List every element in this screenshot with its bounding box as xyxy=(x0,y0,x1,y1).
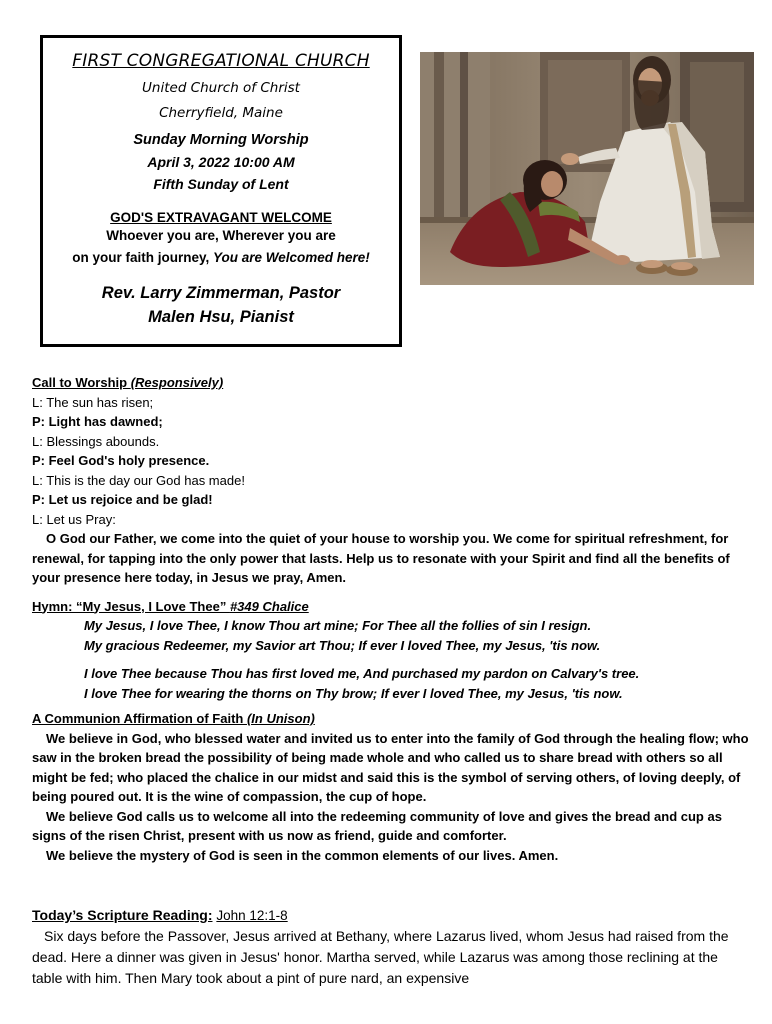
liturgy-line-leader: L: The sun has risen; xyxy=(32,394,154,410)
call-to-worship-title: Call to Worship xyxy=(32,375,131,390)
hymn-heading xyxy=(32,597,757,617)
service-body xyxy=(32,373,757,865)
affirmation-paragraph: We believe in God, who blessed water and invited us to enter into the family of God through the healing flow; who saw in the broken bread the possibility of being made whole and who called us to share bread with others so all might be fed; who placed the chalice in our midst and said this is the symbol of serving others, of loving deeply, of being poured out. It is the wine of compassion, the cup of hope. xyxy=(32,730,749,804)
affirmation-paragraph: We believe the mystery of God is seen in the common elements of our lives. Amen. xyxy=(46,847,559,863)
worship-photo xyxy=(420,52,754,285)
welcome-line-1: Whoever you are, Wherever you are xyxy=(106,228,336,243)
liturgy-line-people: P: Let us rejoice and be glad! xyxy=(32,492,213,507)
hymn-reference: #349 Chalice xyxy=(229,598,309,614)
scripture-heading xyxy=(32,905,747,926)
denomination: United Church of Christ xyxy=(142,80,300,96)
scripture-text: Six days before the Passover, Jesus arrived at Bethany, where Lazarus lived, whom Jesus had raised from the dead. Here a dinner was given in Jesus' honor. Martha served, while Lazarus was among those reclining at the table with him. Then Mary took about a pint of pure nard, an expensive xyxy=(32,928,729,986)
service-name: Sunday Morning Worship xyxy=(133,132,309,148)
welcome-line-2 xyxy=(43,247,399,269)
call-to-worship-heading xyxy=(32,373,757,393)
liturgy-line-leader: L: Let us Pray: xyxy=(32,511,116,527)
hymn-verse-line: I love Thee because Thou has first loved me, And purchased my pardon on Calvary's tree. xyxy=(84,666,640,681)
pastor-name: Rev. Larry Zimmerman, Pastor xyxy=(101,284,341,302)
call-to-worship-note: (Responsively) xyxy=(130,375,224,390)
welcome-heading: GOD'S EXTRAVAGANT WELCOME xyxy=(110,210,332,225)
affirmation-title: A Communion Affirmation of Faith xyxy=(32,711,247,726)
scripture-section xyxy=(32,905,747,989)
church-header-box xyxy=(40,35,402,347)
scripture-reference: John 12:1-8 xyxy=(216,908,288,923)
welcome-line-2-emphasis: You are Welcomed here! xyxy=(212,250,370,265)
liturgical-day: Fifth Sunday of Lent xyxy=(153,176,289,192)
scripture-label: Today’s Scripture Reading: xyxy=(32,907,213,923)
hymn-verse-line: My Jesus, I love Thee, I know Thou art mine; For Thee all the follies of sin I resign. xyxy=(84,618,592,633)
welcome-line-2-prefix: on your faith journey, xyxy=(72,250,213,265)
liturgy-line-leader: L: Blessings abounds. xyxy=(32,433,160,449)
service-date-time: April 3, 2022 10:00 AM xyxy=(147,154,295,170)
affirmation-note: (In Unison) xyxy=(246,711,315,726)
hymn-verse-line: My gracious Redeemer, my Savior art Thou; If ever I loved Thee, my Jesus, 'tis now. xyxy=(84,637,601,653)
hymn-title: Hymn: “My Jesus, I Love Thee” xyxy=(32,598,230,614)
affirmation-heading xyxy=(32,709,757,729)
pianist-name: Malen Hsu, Pianist xyxy=(148,308,294,326)
opening-prayer: O God our Father, we come into the quiet of your house to worship you. We come for spiritual refreshment, for renewal, for tapping into the only power that lasts. Help us to resonate with your Spirit and find all the benefits of your presence here today, in Jesus we pray, Amen. xyxy=(32,531,730,585)
hymn-verse-line: I love Thee for wearing the thorns on Thy brow; If ever I loved Thee, my Jesus, 'tis now. xyxy=(84,685,623,701)
church-name: FIRST CONGREGATIONAL CHURCH xyxy=(72,51,370,71)
liturgy-line-people: P: Light has dawned; xyxy=(32,414,163,429)
affirmation-paragraph: We believe God calls us to welcome all into the redeeming community of love and gives the bread and cup as signs of the risen Christ, present with us now as friend, guide and comforter. xyxy=(32,808,722,843)
liturgy-line-leader: L: This is the day our God has made! xyxy=(32,472,245,488)
liturgy-line-people: P: Feel God's holy presence. xyxy=(32,453,210,468)
location: Cherryfield, Maine xyxy=(159,105,283,121)
